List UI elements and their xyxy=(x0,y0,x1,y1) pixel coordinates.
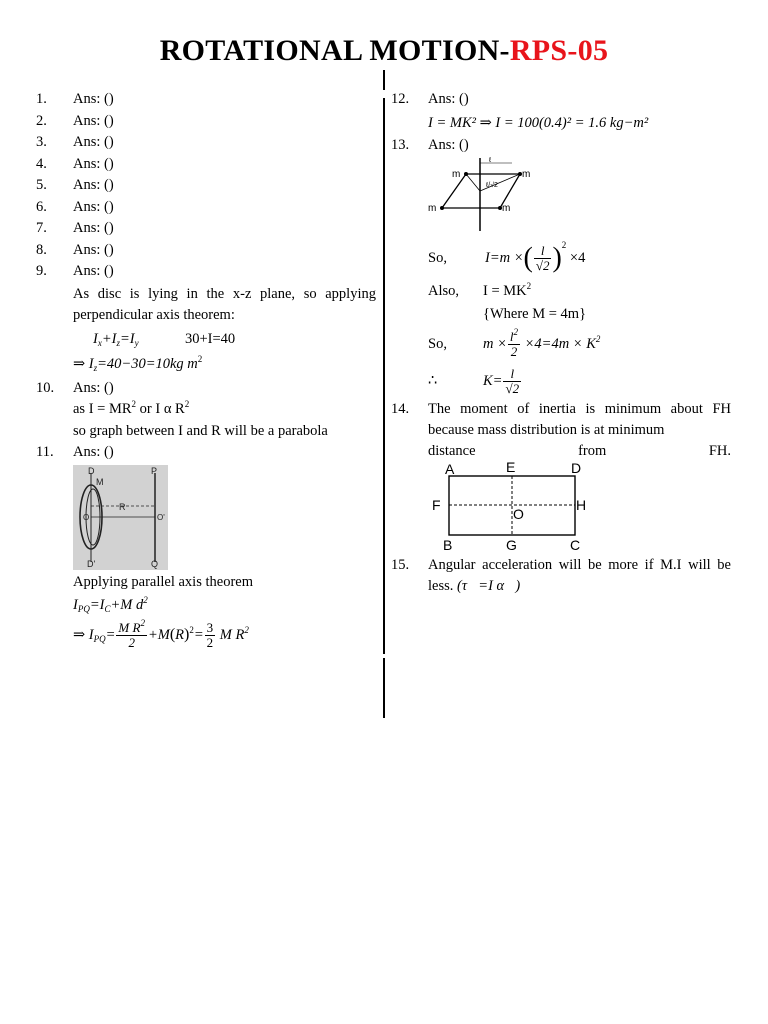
q10-line2 xyxy=(36,421,376,443)
label-o: O xyxy=(513,506,524,522)
answer-number: 9. xyxy=(36,263,47,279)
mass-label-1: m xyxy=(452,169,461,180)
answer-number: 5. xyxy=(36,177,47,193)
label-f: F xyxy=(432,497,441,513)
q10-line1-a: as I = MR xyxy=(73,401,132,417)
q10-line1-b: or I α R xyxy=(136,401,185,417)
q11-theorem-text: Applying parallel axis theorem xyxy=(73,573,253,590)
q15-number: 15. xyxy=(391,557,410,573)
mass-point-1 xyxy=(464,172,468,176)
answer-number: 1. xyxy=(36,91,47,107)
answer-number: 6. xyxy=(36,198,47,215)
q11-number: 11. xyxy=(36,444,54,460)
q11-equation-2: ⇒ $I_{PQ}=$ $\frac{M R^2}{2}$ $+M(R)^2=$ $\frac{3}{2}$ M $R^2$ xyxy=(73,618,249,651)
column-divider-bottom xyxy=(383,658,385,718)
mass-point-3 xyxy=(440,206,444,210)
q10-row xyxy=(36,378,376,400)
q9-eq1: 30+I=40 xyxy=(185,330,236,347)
answer-text: Ans: () xyxy=(73,112,114,129)
q11-row xyxy=(36,442,376,464)
label-q: Q xyxy=(151,558,159,569)
q13-eq3: K= $\frac{l}{√2}$ xyxy=(483,366,520,397)
q9-explanation: As disc is lying in the x-z plane, so applying perpendicular axis theorem: xyxy=(73,285,376,323)
answer-text: Ans: () xyxy=(73,155,114,172)
q11-equation-1: $I_{PQ}=I_C+M$ $d^2$ xyxy=(73,595,148,614)
column-divider-top xyxy=(383,70,385,90)
label-o-prime: O' xyxy=(157,512,165,522)
q13-also: Also, $I = MK^2$ xyxy=(391,280,731,303)
q13-therefore-symbol: ∴ xyxy=(428,373,438,389)
label-e: E xyxy=(506,462,516,475)
length-label: ℓ xyxy=(489,157,492,164)
q10-line1: as $I = MR^2$ or I α $R^2$ xyxy=(73,399,190,417)
answer-number: 2. xyxy=(36,112,47,129)
q11-disc-figure xyxy=(73,465,168,570)
mass-label-2: m xyxy=(522,169,531,180)
q14-text: The moment of inertia is minimum about FH because mass distribution is at minimum xyxy=(428,401,731,438)
label-b: B xyxy=(443,537,453,553)
answer-text: Ans: () xyxy=(73,263,114,279)
q13-also-label: Also, xyxy=(428,283,460,299)
q13-answer: Ans: () xyxy=(428,136,469,153)
mass-label-3: m xyxy=(428,203,437,214)
answer-row xyxy=(36,218,376,240)
label-m: M xyxy=(96,476,104,487)
q15-torque-formula: (τ⃗=I α⃗) xyxy=(457,578,521,594)
q13-so1-label: So, xyxy=(428,250,447,266)
q12-equation xyxy=(391,111,731,135)
diagonal-line xyxy=(466,174,480,191)
q14-word-fh: FH. xyxy=(708,443,731,459)
q12-eq-text: I = MK² ⇒ I = 100(0.4)² = 1.6 kg−m² xyxy=(428,114,649,131)
q15-block xyxy=(391,555,731,597)
answer-row xyxy=(36,197,376,219)
title-suffix: RPS-05 xyxy=(509,34,609,67)
answer-row xyxy=(36,240,376,262)
q12-answer: Ans: () xyxy=(428,91,469,107)
title-main: ROTATIONAL MOTION- xyxy=(159,34,510,67)
diag-label: ℓ/√2 xyxy=(486,182,498,189)
page-title xyxy=(0,34,768,68)
answer-number: 3. xyxy=(36,134,47,150)
answer-row xyxy=(36,154,376,176)
q9-eq2-rest: =40−30=10kg m xyxy=(97,355,198,372)
label-g: G xyxy=(506,537,517,553)
mass-label-4: m xyxy=(502,203,511,214)
q13-so-2 xyxy=(391,325,731,363)
q14-word-distance: distance xyxy=(428,443,476,459)
label-a: A xyxy=(445,462,455,477)
label-h: H xyxy=(576,497,587,513)
answer-list xyxy=(36,89,376,283)
label-d: D xyxy=(571,462,582,476)
q13-masses-figure xyxy=(428,156,538,236)
answer-text: Ans: () xyxy=(73,198,114,215)
q14-word-from: from xyxy=(578,443,607,459)
q14-text-last xyxy=(428,441,731,462)
answer-text: Ans: () xyxy=(73,220,114,236)
label-p: P xyxy=(151,465,158,476)
column-divider xyxy=(383,98,385,654)
answer-row xyxy=(36,111,376,133)
q13-where xyxy=(391,303,731,325)
right-column xyxy=(391,89,731,597)
q13-row xyxy=(391,135,731,157)
q10-line2-text: so graph between I and R will be a parabola xyxy=(73,422,328,439)
q14-block xyxy=(391,399,731,462)
q13-eq2: m × $\frac{l^2}{2}$ $\times 4=4m \times K^2$ xyxy=(483,327,601,360)
q12-row xyxy=(391,89,731,111)
label-c: C xyxy=(570,537,581,553)
q14-rectangle-figure xyxy=(429,462,599,554)
q10-answer: Ans: () xyxy=(73,379,114,396)
perp-axis-formula: $I_x+I_z=I_y$ xyxy=(93,330,139,348)
answer-number: 8. xyxy=(36,241,47,258)
q15-text-main: Angular acceleration will be more if M.I will be less. xyxy=(428,557,731,594)
answer-number: 7. xyxy=(36,220,47,236)
q13-where-text: {Where M = 4m} xyxy=(483,306,587,322)
q9-equation-2: ⇒ $I_z=40-30=10kg$ $m^2$ xyxy=(73,353,203,373)
answer-row xyxy=(36,89,376,111)
disc-axis-diagram xyxy=(73,465,168,570)
q11-answer: Ans: () xyxy=(73,444,114,460)
q13-number: 13. xyxy=(391,136,410,153)
left-column xyxy=(36,89,376,653)
label-d: D xyxy=(88,465,95,476)
q13-so2-label: So, xyxy=(428,336,447,352)
q12-number: 12. xyxy=(391,91,410,107)
q14-number: 14. xyxy=(391,401,410,417)
answer-number: 4. xyxy=(36,155,47,172)
answer-row xyxy=(36,175,376,197)
q10-number: 10. xyxy=(36,379,55,396)
answer-text: Ans: () xyxy=(73,134,114,150)
q13-so-1 xyxy=(391,236,731,280)
q15-text xyxy=(428,555,731,597)
answer-row xyxy=(36,132,376,154)
answer-text: Ans: () xyxy=(73,241,114,258)
square-masses-diagram xyxy=(428,156,538,236)
label-r: R xyxy=(119,501,126,512)
answer-row xyxy=(36,261,376,283)
label-d-prime: D' xyxy=(87,558,96,569)
answer-text: Ans: () xyxy=(73,91,114,107)
answer-text: Ans: () xyxy=(73,177,114,193)
q13-therefore xyxy=(391,363,731,399)
rectangle-axes-diagram xyxy=(429,462,599,554)
q13-eq1: I=m ×( $\frac{l}{√2}$ )$^2$ ×4 xyxy=(485,240,586,274)
q9-equation-1 xyxy=(93,326,376,352)
label-o: O xyxy=(83,512,90,522)
q13-also-eq: I = MK xyxy=(483,283,527,299)
q9-eq2-var: I xyxy=(88,355,94,372)
q11-theorem xyxy=(36,572,376,594)
